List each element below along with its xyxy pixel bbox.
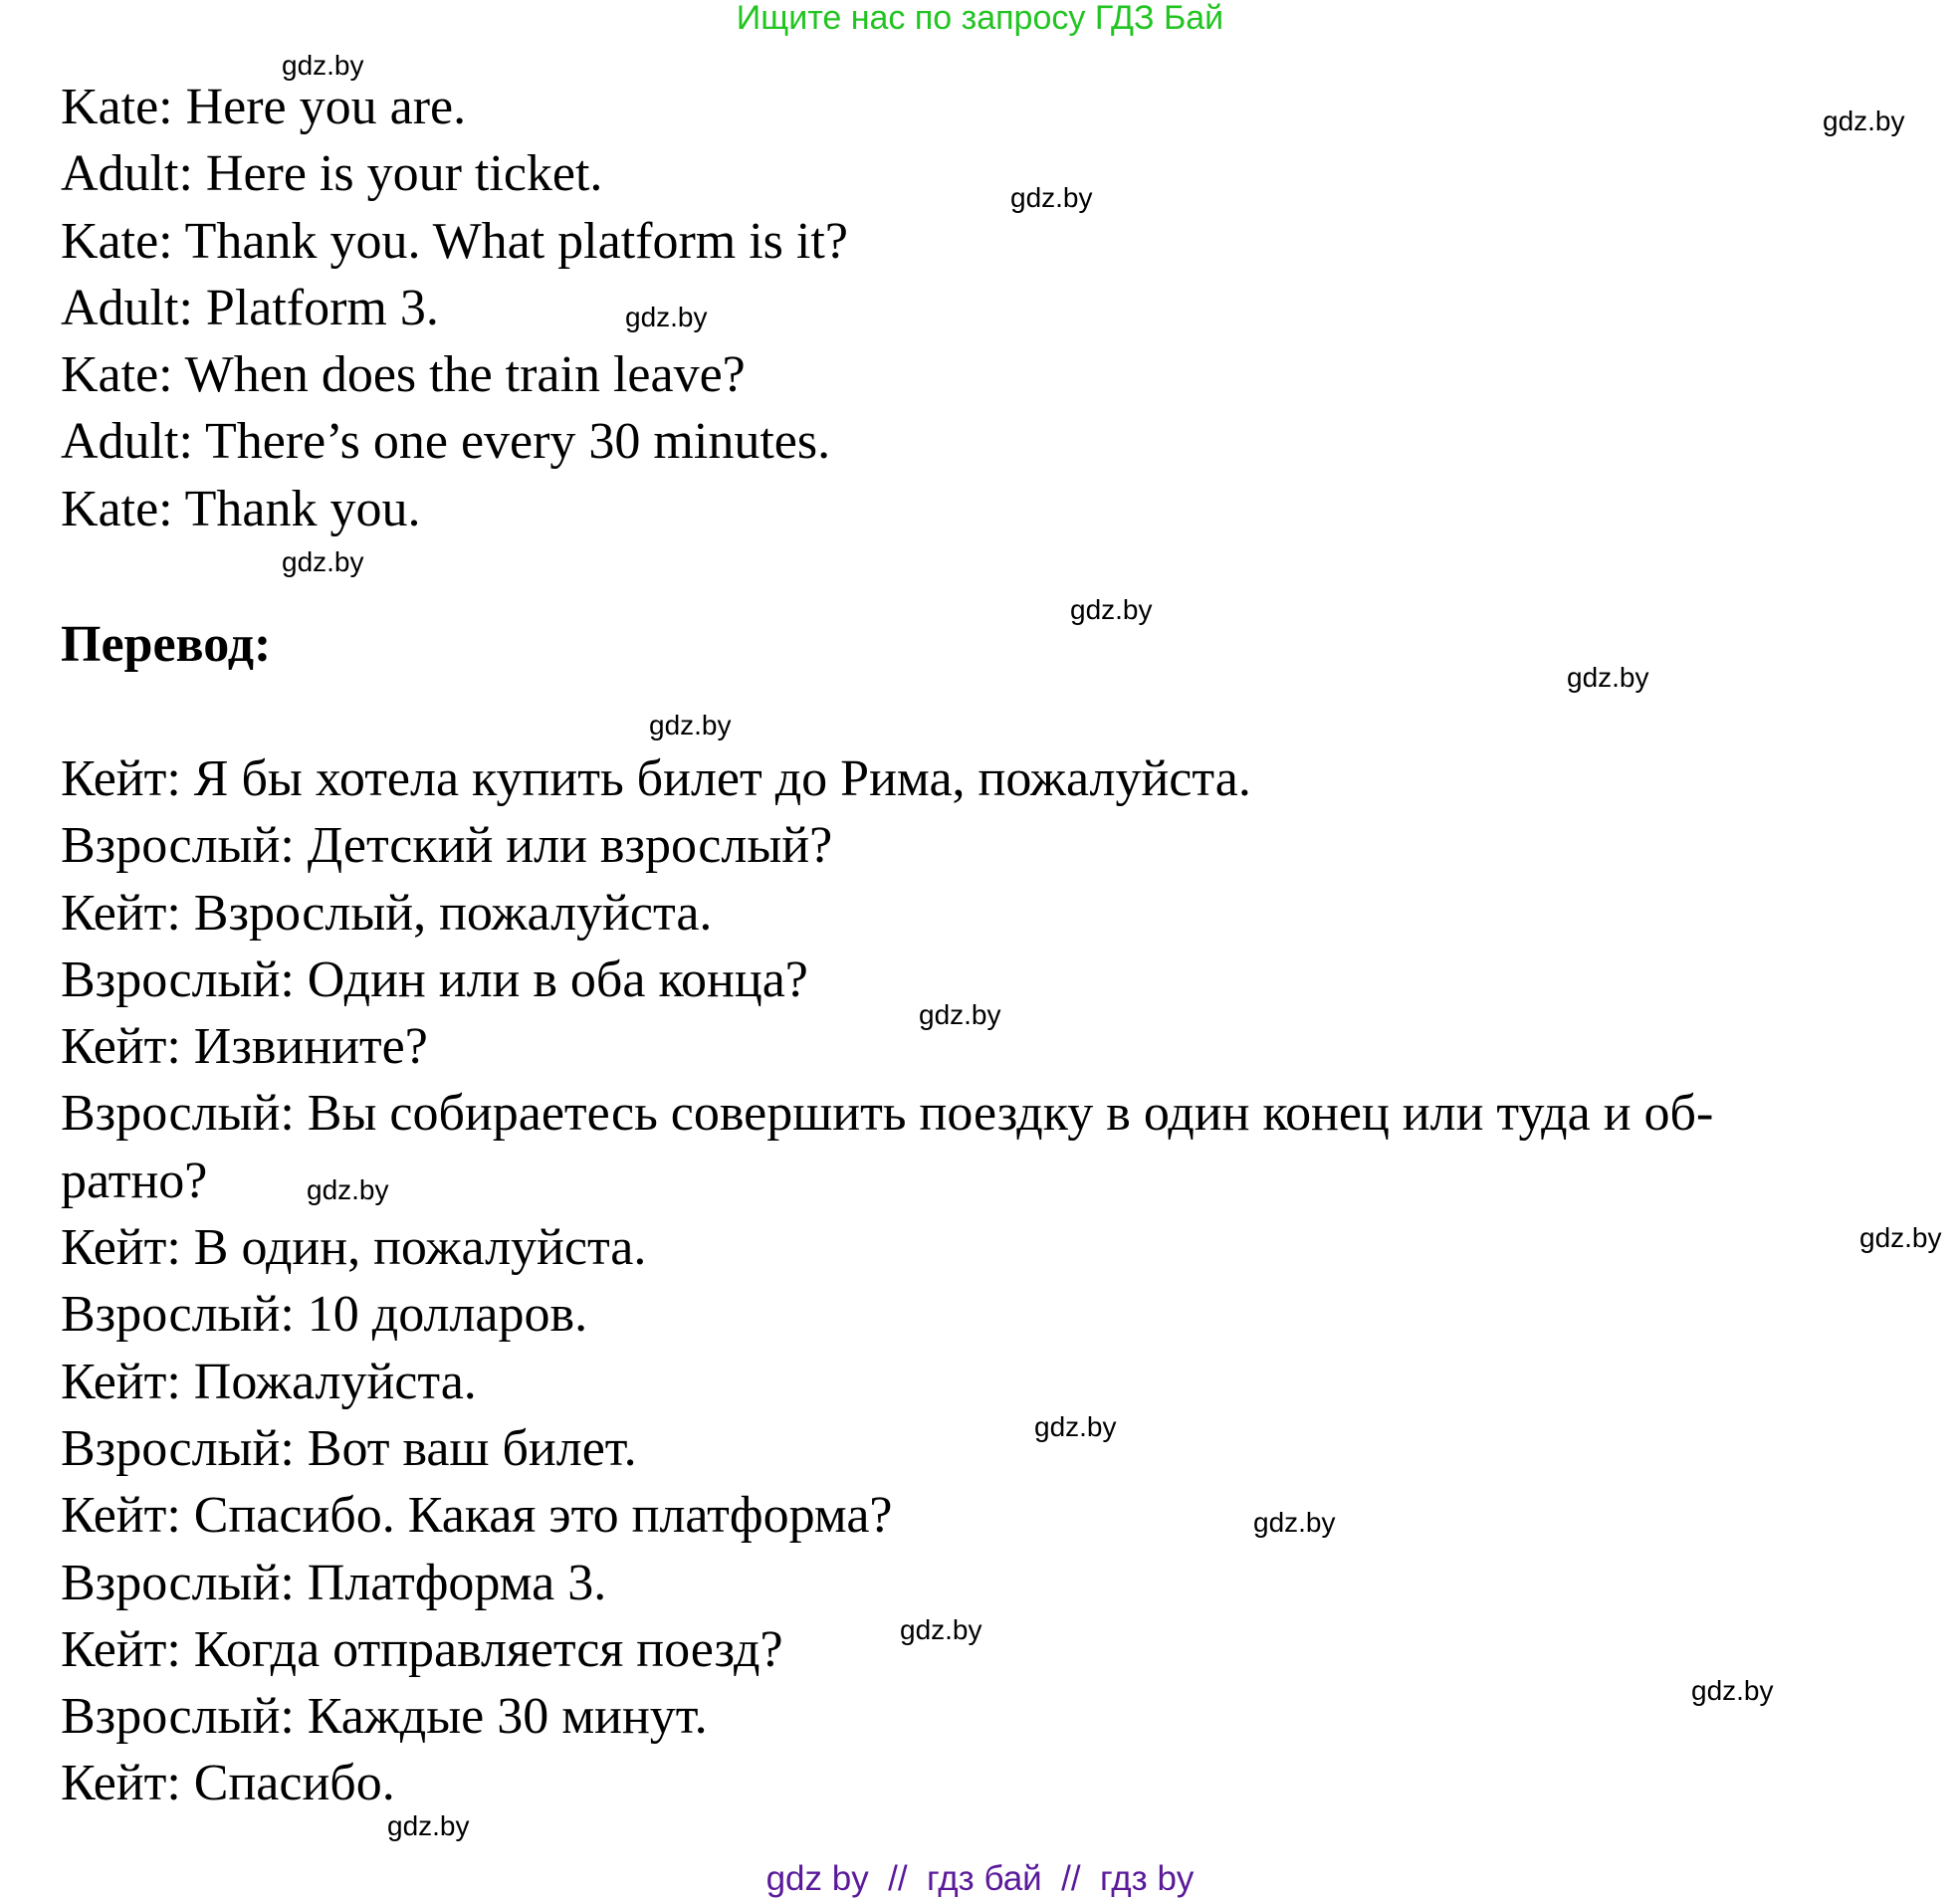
dialogue-line: Взрослый: Детский или взрослый?: [61, 817, 833, 875]
watermark: gdz.by: [919, 999, 1001, 1030]
watermark: gdz.by: [625, 302, 708, 332]
dialogue-line: Взрослый: 10 долларов.: [61, 1286, 588, 1344]
watermark: gdz.by: [282, 546, 364, 577]
dialogue-line: Kate: Thank you. What platform is it?: [61, 212, 848, 270]
watermark: gdz.by: [1070, 594, 1153, 625]
watermark: gdz.by: [282, 50, 364, 81]
dialogue-line: Кейт: В один, пожалуйста.: [61, 1219, 647, 1277]
watermark: gdz.by: [649, 710, 732, 740]
watermark: gdz.by: [387, 1810, 470, 1841]
watermark: gdz.by: [1691, 1675, 1774, 1706]
watermark: gdz.by: [1253, 1507, 1336, 1538]
dialogue-line: Adult: Platform 3.: [61, 279, 439, 336]
watermark: gdz.by: [900, 1614, 982, 1645]
translation-heading: Перевод:: [61, 616, 272, 673]
watermark: gdz.by: [1034, 1411, 1117, 1442]
dialogue-line: Взрослый: Вы собираетесь совершить поездку в один конец или туда и об-: [61, 1085, 1714, 1143]
watermark: gdz.by: [1010, 182, 1093, 213]
dialogue-line: Кейт: Извините?: [61, 1018, 428, 1076]
english-dialogue: [61, 74, 848, 542]
footer-links: gdz by // гдз бай // гдз by: [765, 1859, 1195, 1898]
dialogue-line: Kate: When does the train leave?: [61, 346, 746, 404]
dialogue-line: Взрослый: Вот ваш билет.: [61, 1419, 637, 1477]
dialogue-line: Взрослый: Каждые 30 минут.: [61, 1688, 708, 1746]
dialogue-line: Adult: There’s one every 30 minutes.: [61, 413, 831, 471]
dialogue-line: Кейт: Когда отправляется поезд?: [61, 1620, 783, 1678]
dialogue-line: Kate: Thank you.: [61, 480, 421, 537]
dialogue-line: Кейт: Спасибо. Какая это платформа?: [61, 1487, 893, 1545]
watermark: gdz.by: [307, 1174, 389, 1205]
dialogue-line: Взрослый: Один или в оба конца?: [61, 950, 808, 1008]
promo-banner: Ищите нас по запросу ГДЗ Бай: [736, 0, 1224, 37]
russian-dialogue: [61, 745, 1713, 1817]
dialogue-line: Кейт: Пожалуйста.: [61, 1353, 477, 1410]
dialogue-line: Кейт: Я бы хотела купить билет до Рима, пожалуйста.: [61, 750, 1251, 807]
dialogue-line: Adult: Here is your ticket.: [61, 145, 603, 203]
dialogue-line: ратно?: [61, 1152, 208, 1209]
dialogue-line: Кейт: Взрослый, пожалуйста.: [61, 884, 713, 942]
watermark: gdz.by: [1823, 105, 1905, 136]
dialogue-line: Взрослый: Платформа 3.: [61, 1554, 607, 1611]
dialogue-line: Kate: Here you are.: [61, 79, 467, 135]
dialogue-line: Кейт: Спасибо.: [61, 1755, 395, 1812]
watermark: gdz.by: [1859, 1222, 1942, 1253]
watermark: gdz.by: [1567, 662, 1649, 693]
